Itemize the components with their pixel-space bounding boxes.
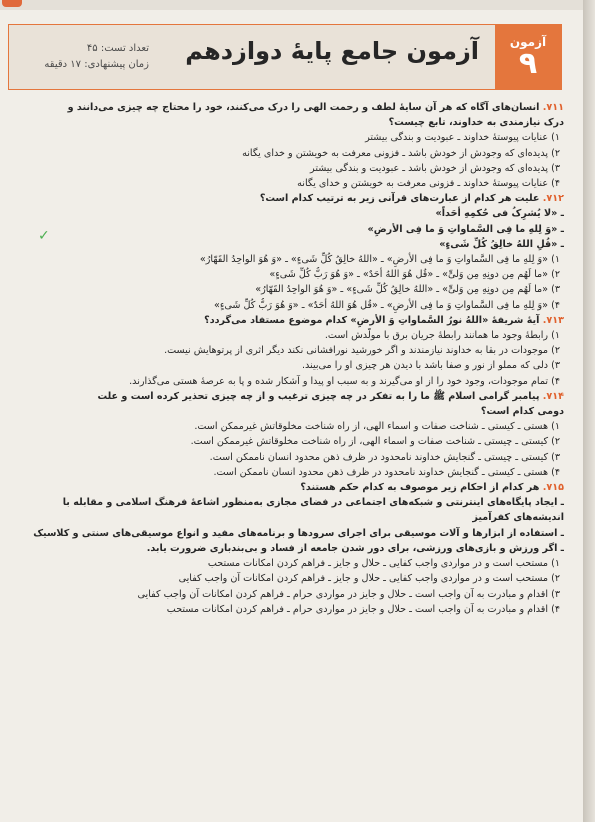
option: ۳) پدیده‌ای که وجودش از خودش باشد ـ عبودیت و بندگی بیشتر — [310, 162, 560, 174]
statement: ـ ایجاد پایگاه‌های اینترنتی و شبکه‌های اجتماعی در فضای مجازی به‌منظور اشاعهٔ فرهنگ اسلامی و مقابله با — [62, 497, 564, 509]
option: ۴) تمام موجودات، وجود خود را از او می‌گیرند و به سبب او پیدا و آشکار شده و پا به عرصهٔ هستی می‌گذارند. — [129, 375, 560, 387]
exam-number: ۹ — [518, 46, 538, 81]
question-713 — [8, 313, 564, 328]
question-number: ۷۱۱. — [542, 102, 564, 113]
statement: اندیشه‌های کفرآمیز — [472, 512, 564, 524]
option: ۲) پدیده‌ای که وجودش از خودش باشد ـ فزونی معرفت به خویشتن و خدای یگانه — [242, 147, 560, 159]
option: ۲) مستحب است و در مواردی واجب کفایی ـ حلال و جایز ـ فراهم کردن امکانات آن واجب کفایی — [178, 573, 560, 585]
question-text: هر کدام از احکام زیر موصوف به کدام حکم هستند؟ — [300, 482, 540, 494]
question-text: انسان‌های آگاه که هر آن سایهٔ لطف و رحمت الهی را درک می‌کنند، خود را محتاج چه چیزی می‌دانند و — [67, 102, 540, 113]
check-mark-icon: ✓ — [38, 228, 50, 244]
statement: ـ «لا یُشرِکُ فی حُکمِهِ أحَداً» — [435, 208, 564, 220]
option: ۳) «ما لَهُم مِن دونِهِ مِن وَلیٍّ» ـ «اللهُ خالِقُ کُلِّ شَیءٍ» ـ «وَ هُوَ الواحِدُ القَهّارُ» — [255, 284, 560, 296]
corner-mark — [2, 0, 22, 7]
statement: ـ «وَ لِلهِ ما فِی السَّماواتِ وَ ما فِی الأرضِ» — [367, 223, 564, 235]
option: ۳) دلی که مملو از نور و صفا باشد با دیدن هر چیزی او را می‌بیند. — [301, 360, 560, 372]
question-text: آیهٔ شریفهٔ «اللهُ نورُ السَّماواتِ وَ الأرضِ» کدام موضوع مستفاد می‌گردد؟ — [204, 314, 540, 326]
option: ۳) اقدام و مبادرت به آن واجب است ـ حلال و جایز در مواردی حرام ـ فراهم کردن امکانات آن واجب کفایی — [137, 588, 560, 600]
option: ۱) رابطهٔ وجود ما همانند رابطهٔ جریان برق با مولّدش است. — [324, 330, 560, 342]
question-712 — [8, 191, 564, 206]
statement: ـ استفاده از ابزارها و آلات موسیقی برای اجرای سرودها و برنامه‌های مفید و انواع موسیقی‌های سنتی و کلاسیک — [33, 527, 564, 539]
question-711-line-2: درک نیازمندی به خداوند، تابع چیست؟ — [388, 117, 564, 129]
exam-label: آزمون — [509, 35, 547, 49]
question-number: ۷۱۵. — [542, 482, 564, 494]
question-number: ۷۱۲. — [542, 193, 564, 205]
question-number: ۷۱۴. — [542, 390, 564, 402]
questions-content — [8, 100, 564, 617]
question-711-line-1 — [8, 100, 564, 115]
option: ۱) عنایات پیوستهٔ خداوند ـ عبودیت و بندگی بیشتر — [365, 132, 560, 144]
question-text: پیامبر گرامی اسلام ﷺ ما را به تفکر در چه چیزی ترغیب و از چه چیزی تحذیر کرده است و علت — [97, 390, 540, 402]
option: ۱) «وَ لِلهِ ما فِی السَّماواتِ وَ ما فِی الأرضِ» ـ «اللهُ خالِقُ کُلِّ شَیءٍ» ـ «وَ هُوَ الواحِدُ القَهّارُ» — [199, 254, 560, 266]
exam-meta — [19, 41, 149, 73]
option: ۱) مستحب است و در مواردی واجب کفایی ـ حلال و جایز ـ فراهم کردن امکانات مستحب — [207, 558, 560, 570]
question-number: ۷۱۳. — [542, 314, 564, 326]
top-strip — [0, 0, 583, 10]
statement: ـ «قُلِ اللهُ خالِقُ کُلِّ شَیءٍ» — [439, 238, 564, 250]
option: ۴) عنایات پیوستهٔ خداوند ـ فزونی معرفت به خویشتن و خدای یگانه — [297, 178, 560, 190]
option: ۱) هستی ـ کیستی ـ شناخت صفات و اسماء الهی، از راه شناخت مخلوقاتش غیرممکن است. — [194, 421, 560, 433]
option: ۲) موجودات در بقا به خداوند نیازمندند و اگر خورشید نورافشانی نکند دیگر اثری از پرتوهایش نیست. — [164, 345, 560, 357]
option: ۴) «وَ لِلهِ ما فِی السَّماواتِ وَ ما فِی الأرضِ» ـ «قُل هُوَ اللهُ أحَدٌ» ـ «وَ هُوَ رَبُّ کُلِّ شَیءٍ» — [214, 299, 560, 311]
question-714-line-2: دومی کدام است؟ — [480, 406, 564, 418]
statement: ـ اگر ورزش و بازی‌های ورزشی، برای دور شدن جامعه از فساد و بی‌بندباری ضرورت یابد. — [146, 542, 564, 554]
question-count: تعداد تست: ۴۵ — [86, 43, 149, 54]
question-715 — [8, 480, 564, 495]
option: ۴) هستی ـ کیستی ـ گنجایش خداوند نامحدود در ظرف ذهن محدود انسان ناممکن است. — [213, 466, 560, 478]
exam-title: آزمون جامع پایهٔ دوازدهم — [185, 37, 479, 65]
question-text: علیت هر کدام از عبارت‌های قرآنی زیر به ترتیب کدام است؟ — [259, 193, 540, 205]
option: ۲) «ما لَهُم مِن دونِهِ مِن وَلیٍّ» ـ «قُل هُوَ اللهُ أحَدٌ» ـ «وَ هُوَ رَبُّ کُلِّ شَیءٍ» — [269, 269, 560, 281]
option: ۲) کیستی ـ چیستی ـ شناخت صفات و اسماء الهی، از راه شناخت مخلوقاتش غیرممکن است. — [190, 436, 560, 448]
book-spine — [583, 0, 595, 822]
question-714-line-1 — [8, 389, 564, 404]
option: ۴) اقدام و مبادرت به آن واجب است ـ حلال و جایز در مواردی حرام ـ فراهم کردن امکانات مستحب — [166, 603, 560, 615]
exam-header — [8, 24, 562, 90]
exam-number-box — [495, 25, 561, 89]
option: ۳) کیستی ـ چیستی ـ گنجایش خداوند نامحدود در ظرف ذهن محدود انسان ناممکن است. — [209, 451, 560, 463]
suggested-time: زمان پیشنهادی: ۱۷ دقیقه — [44, 59, 149, 70]
